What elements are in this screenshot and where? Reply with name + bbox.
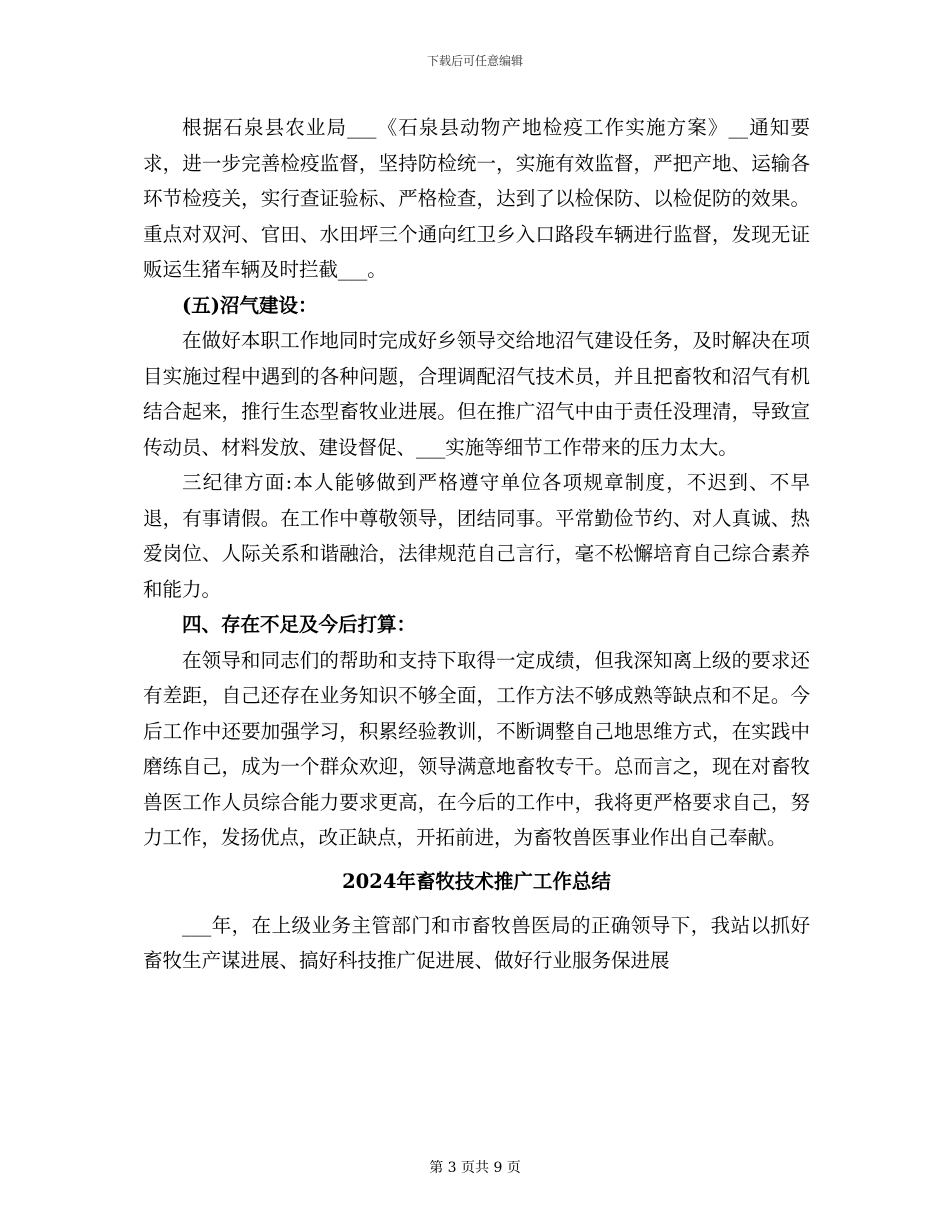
paragraph-biogas: 在做好本职工作地同时完成好乡领导交给地沼气建设任务，及时解决在项目实施过程中遇到的各种问题，合理调配沼气技术员，并且把畜牧和沼气有机结合起来，推行生态型畜牧业进展。但在推广沼气中由于责任没理清，导致宣传动员、材料发放、建设督促、___实施等细节工作带来的压力太大。: [143, 329, 810, 459]
paragraph-inspection: 根据石泉县农业局___《石泉县动物产地检疫工作实施方案》__通知要求，进一步完善检疫监督，坚持防检统一，实施有效监督，严把产地、运输各环节检疫关，实行查证验标、严格检查，达到了以检保防、以检促防的效果。重点对双河、官田、水田坪三个通向红卫乡入口路段车辆进行监督，发现无证贩运生猪车辆及时拦截___。: [143, 116, 810, 281]
document-body: [143, 110, 810, 979]
section-heading-shortcomings: 四、存在不足及今后打算：: [182, 613, 417, 636]
paragraph-shortcomings: 在领导和同志们的帮助和支持下取得一定成绩，但我深知离上级的要求还有差距，自己还存在业务知识不够全面，工作方法不够成熟等缺点和不足。今后工作中还要加强学习，积累经验教训，不断调整自己地思维方式，在实践中磨练自己，成为一个群众欢迎，领导满意地畜牧专干。总而言之，现在对畜牧兽医工作人员综合能力要求更高，在今后的工作中，我将更严格要求自己，努力工作，发扬优点，改正缺点，开拓前进，为畜牧兽医事业作出自己奉献。: [143, 648, 810, 849]
page-header-note: 下载后可任意编辑: [426, 54, 523, 68]
paragraph-discipline: 三纪律方面:本人能够做到严格遵守单位各项规章制度，不迟到、不早退，有事请假。在工作中尊敬领导，团结同事。平常勤俭节约、对人真诚、热爱岗位、人际关系和谐融洽，法律规范自己言行，毫不松懈培育自己综合素养和能力。: [143, 471, 810, 601]
section-heading-biogas: (五)沼气建设：: [182, 293, 318, 317]
paragraph-intro: ___年，在上级业务主管部门和市畜牧兽医局的正确领导下，我站以抓好畜牧生产谋进展、搞好科技推广促进展、做好行业服务保进展: [143, 913, 810, 972]
document-title: 2024年畜牧技术推广工作总结: [342, 869, 611, 893]
page-number: 第 3 页共 9 页: [429, 1160, 521, 1176]
